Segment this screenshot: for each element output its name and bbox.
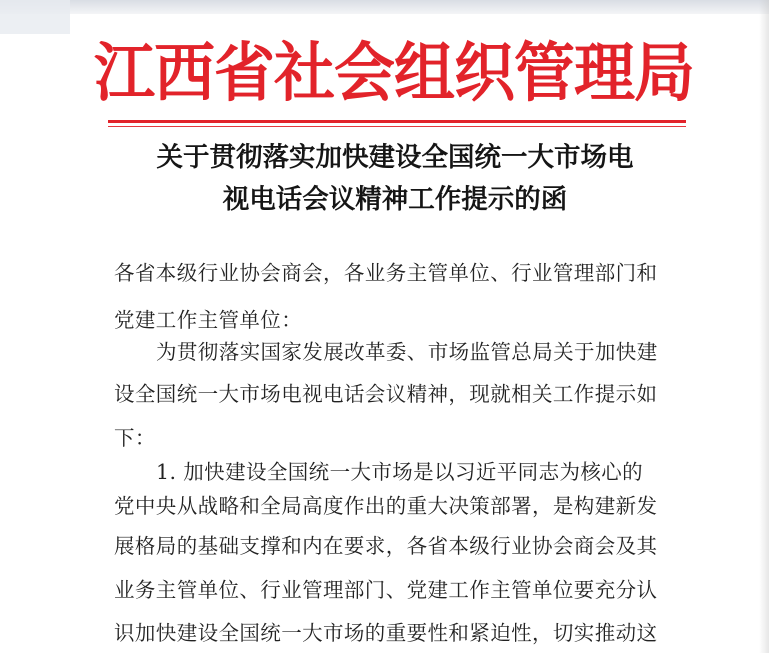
item-1-line-5: 识加快建设全国统一大市场的重要性和紧迫性，切实推动这 xyxy=(114,621,658,645)
item-1-line-3: 展格局的基础支撑和内在要求，各省本级行业协会商会及其 xyxy=(114,534,658,558)
intro-line-2: 设全国统一大市场电视电话会议精神，现就相关工作提示如 xyxy=(114,382,658,406)
item-1-line-4: 业务主管单位、行业管理部门、党建工作主管单位要充分认 xyxy=(114,578,658,602)
document-title-line-2: 视电话会议精神工作提示的函 xyxy=(222,184,568,215)
item-1-line-2: 党中央从战略和全局高度作出的重大决策部署，是构建新发 xyxy=(114,494,658,518)
intro-line-3: 下： xyxy=(114,426,156,450)
salutation-line-1: 各省本级行业协会商会，各业务主管单位、行业管理部门和 xyxy=(114,261,658,285)
intro-line-1: 为贯彻落实国家发展改革委、市场监管总局关于加快建 xyxy=(156,340,658,364)
organization-header: 江西省社会组织管理局 xyxy=(94,36,695,111)
salutation-line-2: 党建工作主管单位： xyxy=(114,308,303,332)
item-1-line-1: 1. 加快建设全国统一大市场是以习近平同志为核心的 xyxy=(156,460,644,484)
document-title-line-1: 关于贯彻落实加快建设全国统一大市场电 xyxy=(156,142,634,173)
